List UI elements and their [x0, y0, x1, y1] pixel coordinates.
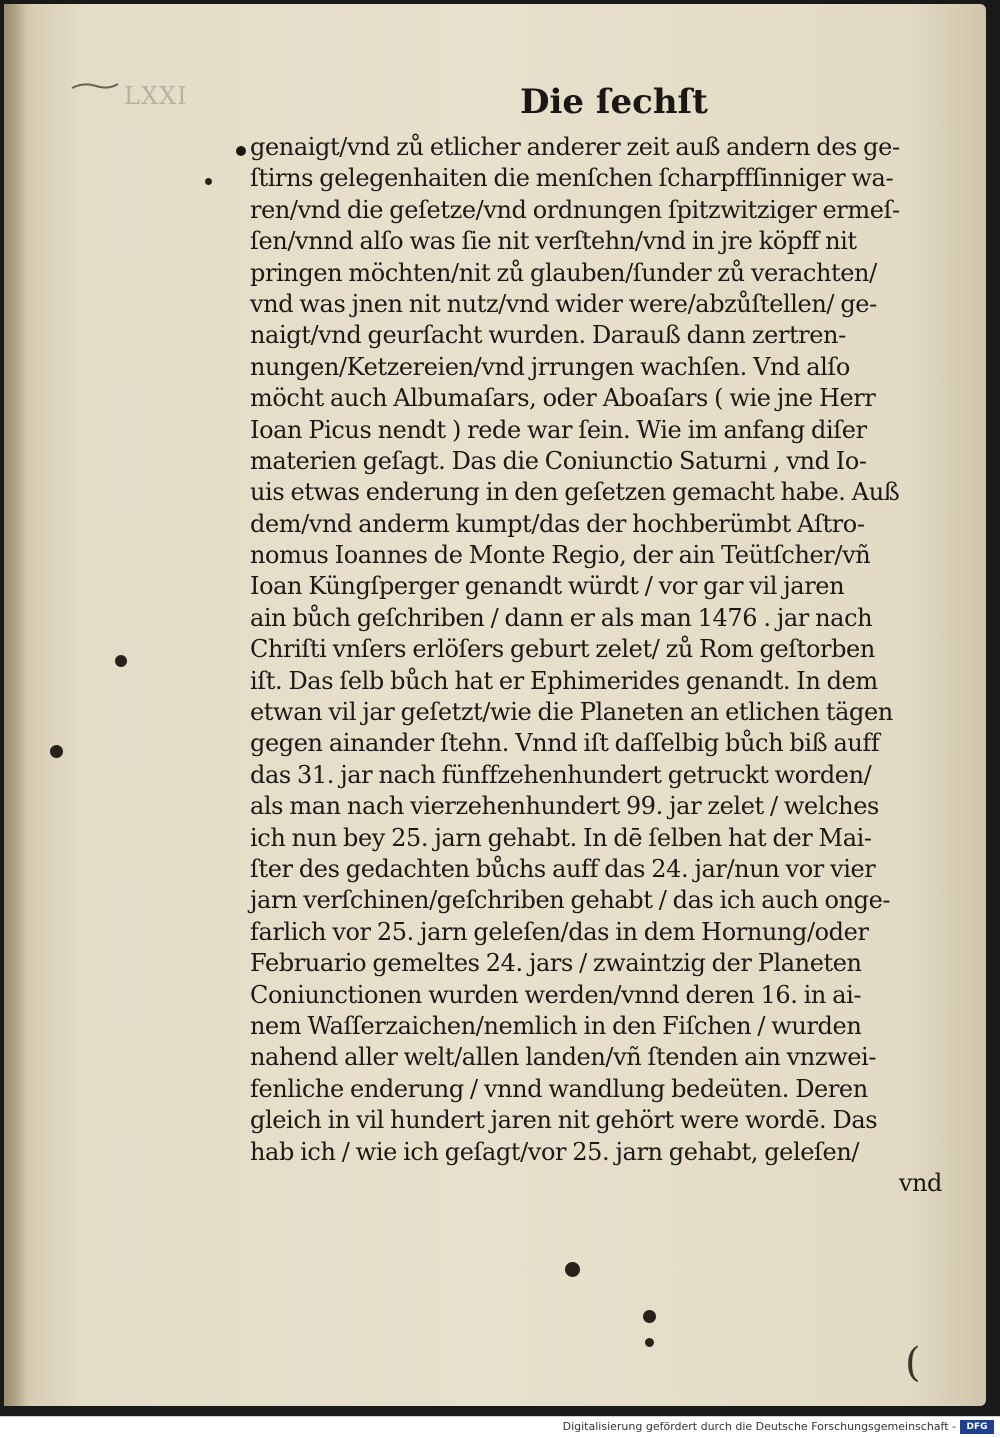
- text-line: Chriſti vnſers erlöſers geburt zelet/ zů Rom geſtorben: [250, 635, 875, 664]
- text-line: nem Waſſerzaichen/nemlich in den Fiſchen / wurden: [250, 1011, 862, 1040]
- text-line: ren/vnd die geſetze/vnd ordnungen ſpitzwitziger ermeſ-: [250, 195, 900, 224]
- text-line: naigt/vnd geurſacht wurden. Darauß dann zertren-: [250, 321, 846, 350]
- text-line: nomus Ioannes de Monte Regio, der ain Teütſcher/vñ: [250, 541, 871, 570]
- text-line: ſen/vnnd alſo was ſie nit verſtehn/vnd in jre köpff nit: [250, 227, 857, 256]
- text-line: ich nun bey 25. jarn gehabt. In dē ſelben hat der Mai-: [250, 823, 872, 852]
- text-line: Ioan Picus nendt ) rede war ſein. Wie im anfang diſer: [250, 415, 867, 444]
- text-line: ſter des gedachten bůchs auff das 24. jar/nun vor vier: [250, 854, 876, 883]
- running-header: Die ſechſt: [520, 82, 708, 122]
- text-line: nungen/Ketzereien/vnd jrrungen wachſen. Vnd alſo: [250, 352, 850, 381]
- ink-spot: [645, 1338, 654, 1347]
- text-line: gegen ainander ſtehn. Vnnd iſt daſſelbig bůch biß auff: [250, 729, 880, 758]
- text-line: gleich in vil hundert jaren nit gehört were wordē. Das: [250, 1106, 878, 1135]
- folio-number: LXXI: [124, 82, 188, 110]
- text-line: hab ich / wie ich geſagt/vor 25. jarn gehabt, geleſen/: [250, 1137, 860, 1166]
- ink-spot: [205, 178, 212, 185]
- text-line: jarn verſchinen/geſchriben gehabt / das ich auch onge-: [250, 886, 891, 915]
- text-line: nahend aller welt/allen landen/vñ ſtenden ain vnzwei-: [250, 1043, 877, 1072]
- footer-credit: Digitalisierung gefördert durch die Deutsche Forschungsgemeinschaft -: [562, 1420, 956, 1433]
- text-block: [250, 132, 950, 1199]
- ink-mark: [70, 80, 120, 92]
- catchword: vnd: [898, 1168, 942, 1197]
- text-line: fenliche enderung / vnnd wandlung bedeüten. Deren: [250, 1074, 868, 1103]
- text-line: pringen möchten/nit zů glauben/ſunder zů verachten/: [250, 258, 877, 287]
- ink-spot: [643, 1310, 656, 1323]
- margin-bullet: [236, 146, 246, 156]
- text-line: etwan vil jar geſetzt/wie die Planeten an etlichen tägen: [250, 698, 893, 727]
- ink-spot: [50, 745, 63, 758]
- text-line: materien geſagt. Das die Coniunctio Saturni , vnd Io-: [250, 446, 867, 475]
- ink-spot: [115, 655, 127, 667]
- ink-spot: [565, 1262, 580, 1277]
- text-line: dem/vnd anderm kumpt/das der hochberümbt Aſtro-: [250, 509, 865, 538]
- text-line: iſt. Das ſelb bůch hat er Ephimerides genandt. In dem: [250, 666, 878, 695]
- text-line: vnd was jnen nit nutz/vnd wider were/abzůſtellen/ ge-: [250, 289, 877, 318]
- text-line: Ioan Küngſperger genandt würdt / vor gar vil jaren: [250, 572, 845, 601]
- text-line: ſtirns gelegenhaiten die menſchen ſcharpffſinniger wa-: [250, 164, 894, 193]
- text-line: Coniunctionen wurden werden/vnnd deren 16. in ai-: [250, 980, 862, 1009]
- margin-mark: (: [905, 1340, 921, 1386]
- text-line: möcht auch Albumaſars, oder Aboaſars ( wie jne Herr: [250, 384, 876, 413]
- dfg-logo[interactable]: DFG: [960, 1420, 994, 1434]
- text-line: genaigt/vnd zů etlicher anderer zeit auß andern des ge-: [250, 133, 900, 161]
- page-gutter-shadow: [4, 4, 26, 1406]
- text-line: Februario gemeltes 24. jars / zwaintzig der Planeten: [250, 949, 862, 978]
- text-line: uis etwas enderung in den geſetzen gemacht habe. Auß: [250, 478, 900, 507]
- text-line: das 31. jar nach fünffzehenhundert getruckt worden/: [250, 760, 872, 789]
- text-line: farlich vor 25. jarn geleſen/das in dem Hornung/oder: [250, 917, 869, 946]
- footer-bar: [0, 1416, 1000, 1438]
- text-line: als man nach vierzehenhundert 99. jar zelet / welches: [250, 792, 879, 821]
- text-line: ain bůch geſchriben / dann er als man 1476 . jar nach: [250, 603, 873, 632]
